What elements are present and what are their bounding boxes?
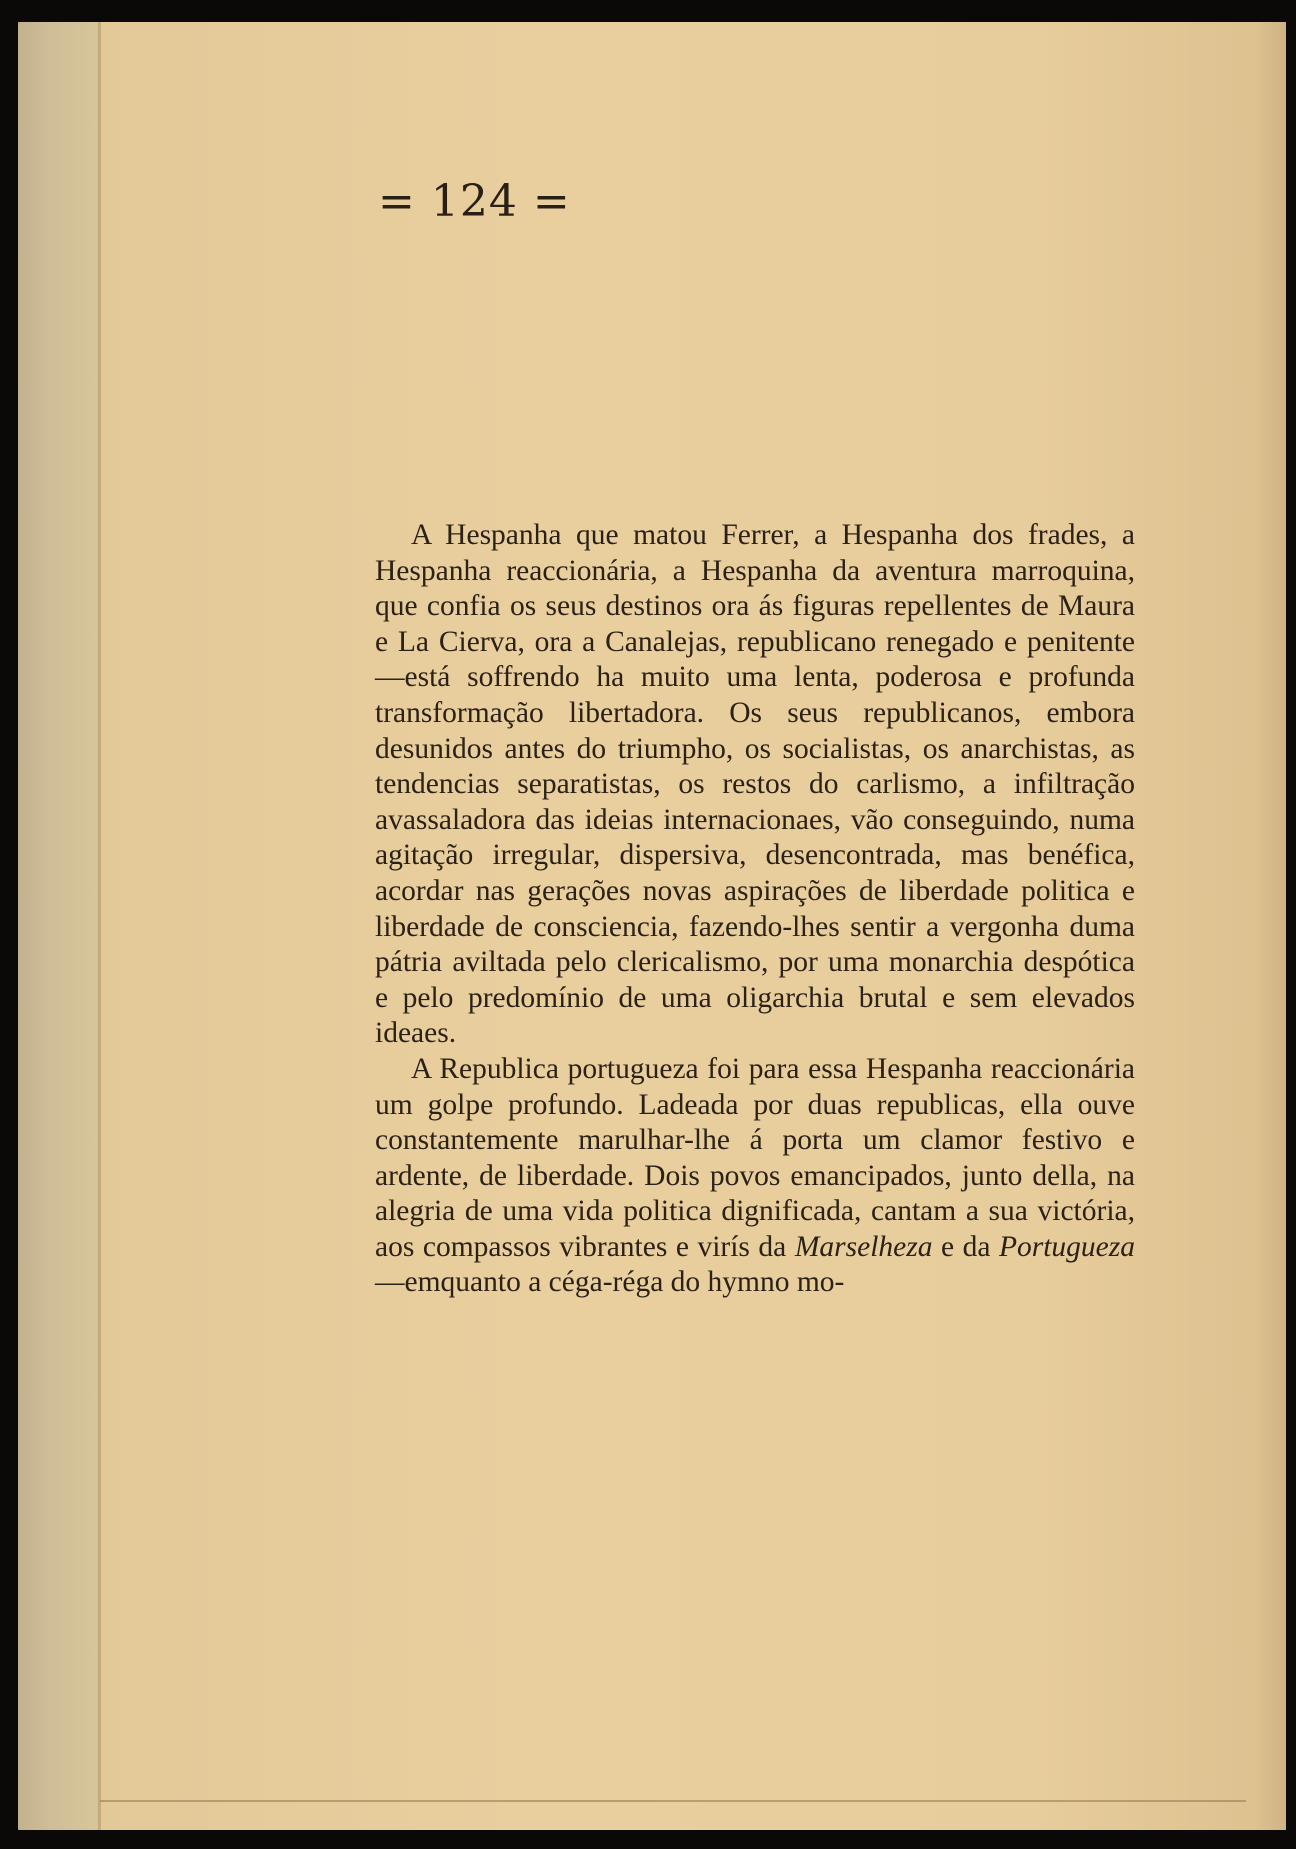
paragraph-2-text-a: A Republica portugueza foi para essa Hespanha reaccionária um golpe profundo. Ladeada por duas republicas, ella ouve constantemente marulhar-lhe á porta um clamor festivo e ardente, de liberdade. Dois povos emancipados, junto della, na alegria de uma vida politica dignificada, cantam a sua victória, aos compassos vibrantes e virís da [375,1052,1135,1263]
page-number: = 124 = [378,176,571,227]
page-fold-line [98,22,101,1830]
page-left-margin-stain [18,22,100,1830]
paragraph-2-text-c: —emquanto a céga-réga do hymno mo- [375,1266,845,1299]
paragraph-2-text-b: e da [932,1230,999,1263]
marselheza-title: Marselheza [794,1230,933,1263]
paragraph-1-text: A Hespanha que matou Ferrer, a Hespanha dos frades, a Hespanha reaccionária, a Hespanha da aventura marroquina, que confia os seus destinos ora ás figuras repellentes de Maura e La Cierva, ora a Canalejas, republicano renegado e penitente —está soffrendo ha muito uma lenta, poderosa e profunda transformação libertadora. Os seus republicanos, embora desunidos antes do triumpho, os socialistas, os anarchistas, as tendencias separatistas, os restos do carlismo, a infiltração avassaladora das ideias internacionaes, vão conseguindo, numa agitação irregular, dispersiva, desencontrada, mas benéfica, acordar nas gerações novas aspirações de liberdade politica e liberdade de consciencia, fazendo-lhes sentir a vergonha duma pátria aviltada pelo clericalismo, por uma monarchia despótica e pelo predomínio de uma oligarchia brutal e sem elevados ideaes. [375,519,1135,1050]
page-bottom-edge [100,1800,1246,1802]
paragraph-2 [375,1052,1135,1301]
body-text [375,518,1135,1301]
paragraph-1 [375,518,1135,1052]
page-right-edge [1256,22,1286,1830]
portugueza-title: Portugueza [998,1230,1136,1263]
